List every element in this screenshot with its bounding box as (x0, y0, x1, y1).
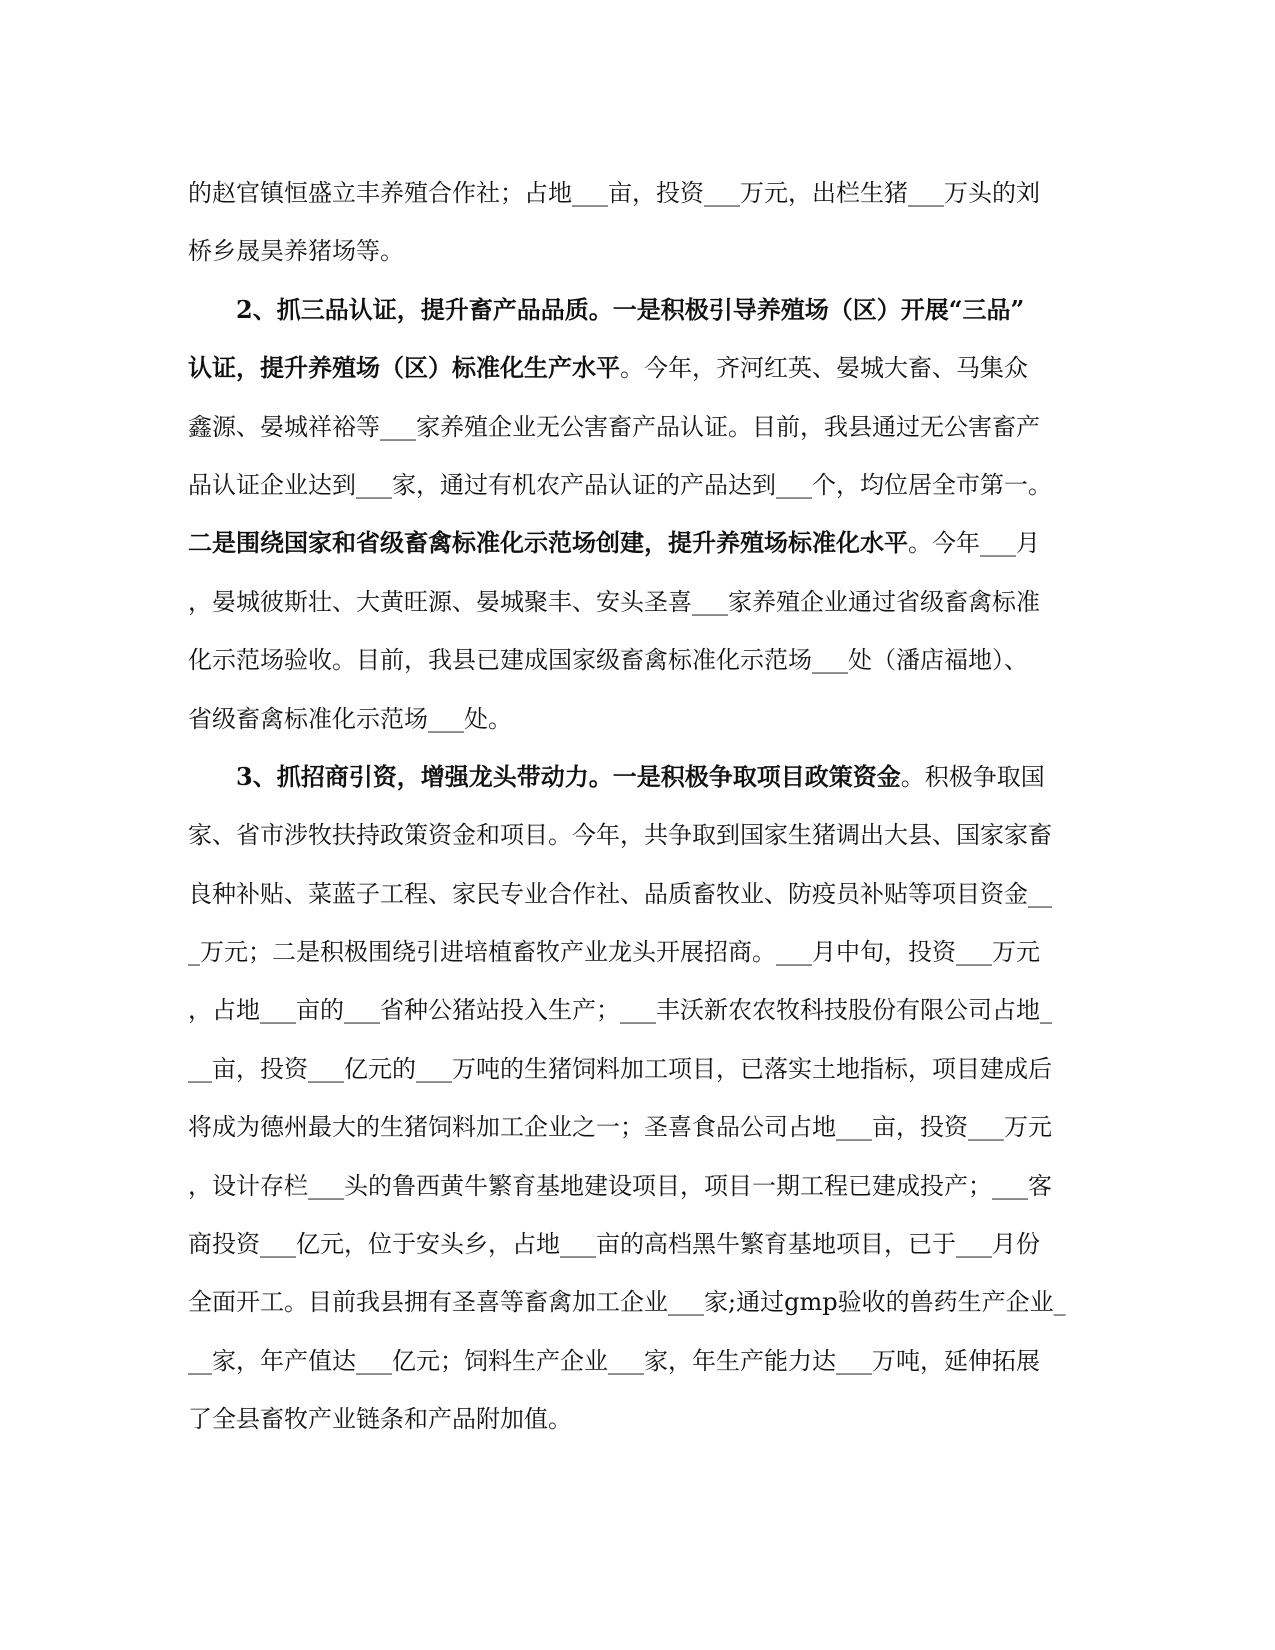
text-segment: ，占地___亩的___省种公猪站投入生产；___丰沃新农农牧科技股份有限公司占地_ (188, 996, 1052, 1025)
text-line (188, 1332, 1088, 1390)
text-segment: 良种补贴、菜蓝子工程、家民专业合作社、品质畜牧业、防疫员补贴等项目资金__ (188, 879, 1052, 908)
text-line (188, 281, 1088, 339)
text-segment: _万元；二是积极围绕引进培植畜牧产业龙头开展招商。___月中旬，投资___万元 (188, 938, 1040, 967)
text-segment: ，设计存栏___头的鲁西黄牛繁育基地建设项目，项目一期工程已建成投产；___客 (188, 1171, 1052, 1200)
text-line (188, 806, 1088, 864)
text-line (188, 631, 1088, 689)
text-segment: 。积极争取国 (900, 762, 1045, 791)
text-line (188, 1040, 1088, 1098)
text-line (188, 339, 1088, 397)
text-line (188, 398, 1088, 456)
text-line (188, 164, 1088, 222)
text-line (188, 514, 1088, 572)
text-line (188, 981, 1088, 1039)
bold-text-segment: 2、抓三品认证，提升畜产品品质。一是积极引导养殖场（区）开展“三品” (188, 294, 1025, 324)
text-line (188, 456, 1088, 514)
bold-text-segment: 认证，提升养殖场（区）标准化生产水平 (188, 353, 620, 383)
text-line (188, 1215, 1088, 1273)
text-segment: 桥乡晟昊养猪场等。 (188, 237, 404, 266)
text-segment: 鑫源、晏城祥裕等___家养殖企业无公害畜产品认证。目前，我县通过无公害畜产 (188, 412, 1040, 441)
text-line (188, 690, 1088, 748)
text-segment: 全面开工。目前我县拥有圣喜等畜禽加工企业___家;通过gmp验收的兽药生产企业_ (188, 1288, 1066, 1317)
text-segment: ，晏城彼斯壮、大黄旺源、晏城聚丰、安头圣喜___家养殖企业通过省级畜禽标准 (188, 587, 1040, 616)
text-line (188, 1273, 1088, 1331)
text-line (188, 573, 1088, 631)
text-line (188, 1390, 1088, 1448)
text-segment: 了全县畜牧产业链条和产品附加值。 (188, 1405, 572, 1434)
text-segment: __家，年产值达___亿元；饲料生产企业___家，年生产能力达___万吨，延伸拓展 (188, 1346, 1040, 1375)
text-segment: 。今年，齐河红英、晏城大畜、马集众 (620, 354, 1028, 383)
text-line (188, 748, 1088, 806)
text-segment: 的赵官镇恒盛立丰养殖合作社；占地___亩，投资___万元，出栏生猪___万头的刘 (188, 179, 1040, 207)
text-line (188, 222, 1088, 280)
text-segment: 化示范场验收。目前，我县已建成国家级畜禽标准化示范场___处（潘店福地）、 (188, 646, 1028, 675)
body-text (188, 164, 1088, 1449)
bold-text-segment: 二是围绕国家和省级畜禽标准化示范场创建，提升养殖场标准化水平 (188, 528, 908, 558)
text-segment: 家、省市涉牧扶持政策资金和项目。今年，共争取到国家生猪调出大县、国家家畜 (188, 821, 1052, 850)
text-line (188, 923, 1088, 981)
text-line (188, 1157, 1088, 1215)
text-line (188, 1098, 1088, 1156)
text-segment: 将成为德州最大的生猪饲料加工企业之一；圣喜食品公司占地___亩，投资___万元 (188, 1113, 1052, 1142)
bold-text-segment: 3、抓招商引资，增强龙头带动力。一是积极争取项目政策资金 (188, 761, 901, 791)
text-segment: 。今年___月 (908, 529, 1040, 558)
text-segment: 品认证企业达到___家，通过有机农产品认证的产品达到___个，均位居全市第一。 (188, 470, 1052, 499)
text-segment: __亩，投资___亿元的___万吨的生猪饲料加工项目，已落实土地指标，项目建成后 (188, 1054, 1052, 1083)
text-line (188, 865, 1088, 923)
text-segment: 省级畜禽标准化示范场___处。 (188, 704, 512, 733)
text-segment: 商投资___亿元，位于安头乡，占地___亩的高档黑牛繁育基地项目，已于___月份 (188, 1230, 1040, 1259)
